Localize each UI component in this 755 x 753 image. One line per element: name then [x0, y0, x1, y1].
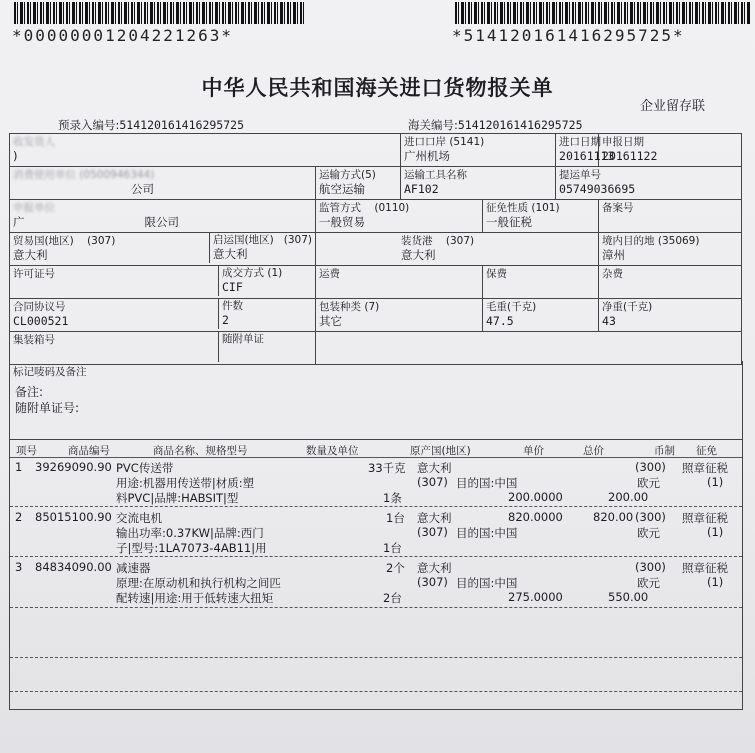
packing-cell — [316, 299, 483, 332]
goods-item-currency: 欧元 — [637, 576, 660, 590]
domestic-dest-label: 境内目的地 — [602, 235, 655, 247]
record-label: 备案号 — [602, 202, 634, 214]
import-date-label: 进口日期 — [559, 136, 602, 148]
goods-item-exempt-code: (1) — [707, 475, 724, 489]
declare-date-value: 20161122 — [602, 149, 658, 163]
goods-item-qty-legal: 1台 — [383, 541, 402, 555]
left-barcode — [14, 2, 304, 24]
goods-item-exempt-code: (1) — [707, 575, 724, 589]
consignee-label: 收发货人 — [13, 136, 55, 148]
goods-item-currency-code: (300) — [635, 510, 666, 524]
copy-label: 企业留存联 — [639, 99, 705, 114]
goods-divider — [10, 457, 742, 458]
grid-row-7 — [10, 332, 742, 365]
customs-value: 514120161416295725 — [457, 118, 583, 132]
declare-date-cell — [599, 134, 742, 167]
notes-remark: 备注: — [15, 385, 44, 399]
port-loading-label: 装货港 — [401, 235, 433, 247]
goods-header-total: 总价 — [583, 445, 604, 457]
transport-mode-label: 运输方式(5) — [319, 169, 376, 181]
goods-header-price: 单价 — [523, 445, 544, 457]
goods-item-price: 275.0000 — [508, 590, 563, 604]
license-label: 许可证号 — [13, 268, 55, 280]
goods-item-currency-code: (300) — [635, 560, 666, 574]
goods-item-currency: 欧元 — [637, 526, 660, 540]
port-value: 广州机场 — [404, 149, 450, 163]
pre-entry-label: 预录入编号: — [58, 118, 120, 132]
grid-row-6 — [10, 299, 742, 332]
left-barcode-number: *00000001204221263* — [12, 26, 234, 45]
freight-cell — [316, 266, 483, 299]
supervision-code: (0110) — [374, 202, 410, 214]
notes-section — [9, 361, 743, 440]
import-date-cell — [556, 134, 615, 167]
packing-label: 包装种类 — [319, 301, 361, 313]
transport-mode-cell — [316, 167, 401, 200]
packing-code: (7) — [364, 301, 380, 313]
bill-cell — [556, 167, 742, 200]
goods-divider — [10, 556, 742, 557]
right-barcode-number: *514120161416295725* — [452, 26, 685, 45]
trade-country-label: 贸易国(地区) — [13, 235, 74, 247]
packing-value: 其它 — [319, 314, 342, 328]
goods-item-origin-code: (307) — [417, 575, 448, 589]
deal-value: CIF — [222, 280, 243, 294]
grid-row-2 — [10, 167, 742, 200]
goods-item-total: 550.00 — [608, 590, 649, 604]
form-title: 中华人民共和国海关进口货物报关单 — [201, 76, 554, 100]
customs-number — [408, 117, 583, 133]
goods-item-spec: 用途:机器用传送带|材质:塑 — [116, 476, 255, 490]
goods-item-code: 85015100.90 — [35, 510, 112, 524]
net-label: 净重(千克) — [602, 301, 653, 313]
record-cell — [599, 200, 742, 233]
supervision-cell — [316, 200, 483, 233]
goods-item-name: 交流电机 — [116, 511, 162, 525]
declare-date-label: 申报日期 — [602, 136, 645, 148]
misc-label: 杂费 — [602, 268, 624, 280]
origin-country-code: (307) — [283, 234, 312, 246]
supervision-label: 监管方式 — [319, 202, 361, 214]
goods-item-spec: 输出功率:0.37KW|品牌:西门 — [116, 526, 264, 540]
goods-item-spec: 料PVC|品牌:HABSIT|型 — [116, 491, 239, 505]
contract-cell — [10, 299, 316, 332]
goods-item-exempt: 照章征税 — [682, 511, 728, 525]
consignee-value: ) — [13, 149, 18, 163]
goods-header-origin: 原产国(地区) — [410, 445, 471, 457]
bill-value: 05749036695 — [559, 182, 636, 196]
freight-label: 运费 — [319, 268, 340, 280]
gross-value: 47.5 — [486, 314, 514, 328]
domestic-dest-cell — [599, 233, 742, 266]
trade-country-value: 意大利 — [13, 248, 48, 262]
goods-divider — [10, 691, 742, 692]
contract-label: 合同协议号 — [13, 301, 66, 313]
goods-header-name: 商品名称、规格型号 — [153, 445, 248, 457]
net-value: 43 — [602, 314, 616, 328]
port-loading-code: (307) — [445, 235, 475, 247]
tax-value: 一般征税 — [486, 215, 532, 229]
goods-section — [9, 439, 743, 710]
goods-item-qty: 1台 — [386, 511, 405, 525]
goods-divider — [10, 657, 742, 658]
insurance-label: 保费 — [486, 268, 507, 280]
origin-country-value: 意大利 — [213, 247, 248, 261]
consignee-cell — [10, 134, 401, 167]
goods-item-dest: 目的国:中国 — [456, 526, 518, 540]
vehicle-value: AF102 — [404, 182, 439, 196]
goods-item-qty: 33千克 — [368, 461, 406, 475]
supervision-value: 一般贸易 — [319, 215, 365, 229]
port-cell — [401, 134, 556, 167]
license-cell — [10, 266, 316, 299]
tax-label: 征免性质 — [486, 202, 528, 214]
notes-label: 标记唛码及备注 — [13, 366, 87, 378]
gross-label: 毛重(千克) — [486, 301, 537, 313]
deal-label: 成交方式 — [222, 267, 264, 279]
goods-item-qty: 2个 — [386, 561, 405, 575]
container-label: 集装箱号 — [13, 334, 55, 346]
contract-value: CL000521 — [13, 314, 69, 328]
port-loading-value: 意大利 — [401, 248, 436, 262]
goods-item-exempt-code: (1) — [707, 525, 724, 539]
declarant-value: 广 — [13, 215, 25, 229]
net-weight-cell — [599, 299, 742, 332]
goods-item-exempt: 照章征税 — [682, 461, 728, 475]
goods-item-no: 3 — [15, 560, 23, 574]
goods-item-dest: 目的国:中国 — [456, 476, 518, 490]
pieces-label: 件数 — [222, 300, 243, 312]
consumer-cell — [10, 167, 316, 200]
goods-item-origin: 意大利 — [417, 511, 452, 525]
goods-divider — [10, 506, 742, 507]
goods-item-origin-code: (307) — [417, 525, 448, 539]
goods-item-spec: 配转速|用途:用于低转速大扭矩 — [116, 591, 274, 605]
goods-item-code: 39269090.90 — [35, 460, 112, 474]
pieces-value: 2 — [222, 313, 229, 327]
grid-row-4 — [10, 233, 742, 266]
consumer-value: 公司 — [131, 182, 154, 196]
declarant-value-suffix: 限公司 — [144, 215, 179, 229]
docs-label: 随附单证 — [222, 333, 264, 345]
grid-row-3 — [10, 200, 742, 233]
goods-header-currency: 币制 — [654, 445, 675, 457]
goods-item-currency-code: (300) — [635, 460, 666, 474]
misc-cell — [599, 266, 742, 299]
goods-header-qty: 数量及单位 — [306, 445, 359, 457]
pre-entry-number — [58, 117, 244, 133]
goods-item-price: 820.0000 — [508, 510, 563, 524]
goods-item-code: 84834090.00 — [35, 560, 112, 574]
goods-item-no: 1 — [15, 460, 23, 474]
goods-item-qty-legal: 2台 — [383, 591, 402, 605]
domestic-dest-code: (35069) — [657, 235, 700, 247]
deal-code: (1) — [267, 267, 283, 279]
container-cell — [10, 332, 316, 365]
vehicle-cell — [401, 167, 556, 200]
origin-country-label: 启运国(地区) — [213, 234, 274, 246]
consumer-label: 消费使用单位 (0500946344) — [13, 169, 155, 181]
goods-item-total: 820.00 — [593, 510, 634, 524]
gross-weight-cell — [483, 299, 599, 332]
transport-mode-value: 航空运输 — [319, 182, 365, 196]
goods-item-origin-code: (307) — [417, 475, 448, 489]
bill-label: 提运单号 — [559, 169, 602, 181]
right-barcode — [455, 2, 750, 24]
declarant-label: 申报单位 — [13, 202, 55, 214]
grid-row-1 — [10, 134, 742, 167]
goods-item-total: 200.00 — [608, 490, 649, 504]
tax-code: (101) — [531, 202, 560, 214]
trade-country-code: (307) — [87, 235, 116, 247]
pre-entry-value: 514120161416295725 — [119, 118, 244, 132]
goods-item-origin: 意大利 — [417, 561, 452, 575]
goods-item-dest: 目的国:中国 — [456, 576, 518, 590]
trade-country-cell — [10, 233, 316, 266]
goods-header-exempt: 征免 — [696, 445, 717, 457]
tax-nature-cell — [483, 200, 599, 233]
goods-divider — [10, 607, 742, 608]
goods-item-spec: 原理:在原动机和执行机构之间匹 — [116, 576, 281, 590]
import-date-value: 20161113 — [559, 149, 615, 163]
goods-item-qty-legal: 1条 — [383, 491, 402, 505]
goods-item-spec: 子|型号:1LA7073-4AB11|用 — [116, 541, 267, 555]
port-loading-cell — [316, 233, 599, 266]
goods-item-name: PVC传送带 — [116, 461, 174, 475]
goods-header-code: 商品编号 — [68, 445, 110, 457]
goods-item-exempt: 照章征税 — [682, 561, 728, 575]
insurance-cell — [483, 266, 599, 299]
goods-item-price: 200.0000 — [508, 490, 563, 504]
goods-item-origin: 意大利 — [417, 461, 452, 475]
grid-row-5 — [10, 266, 742, 299]
port-label: 进口口岸 (5141) — [404, 136, 485, 148]
goods-item-no: 2 — [15, 510, 23, 524]
empty-cell — [316, 332, 742, 365]
goods-item-name: 减速器 — [116, 561, 151, 575]
notes-cert: 随附单证号: — [15, 401, 80, 415]
customs-label: 海关编号: — [408, 118, 458, 132]
goods-header-item: 项号 — [16, 445, 37, 457]
domestic-dest-value: 漳州 — [602, 248, 626, 262]
vehicle-label: 运输工具名称 — [404, 169, 467, 181]
declaration-grid — [9, 133, 742, 365]
goods-item-currency: 欧元 — [637, 476, 660, 490]
declarant-cell — [10, 200, 316, 233]
